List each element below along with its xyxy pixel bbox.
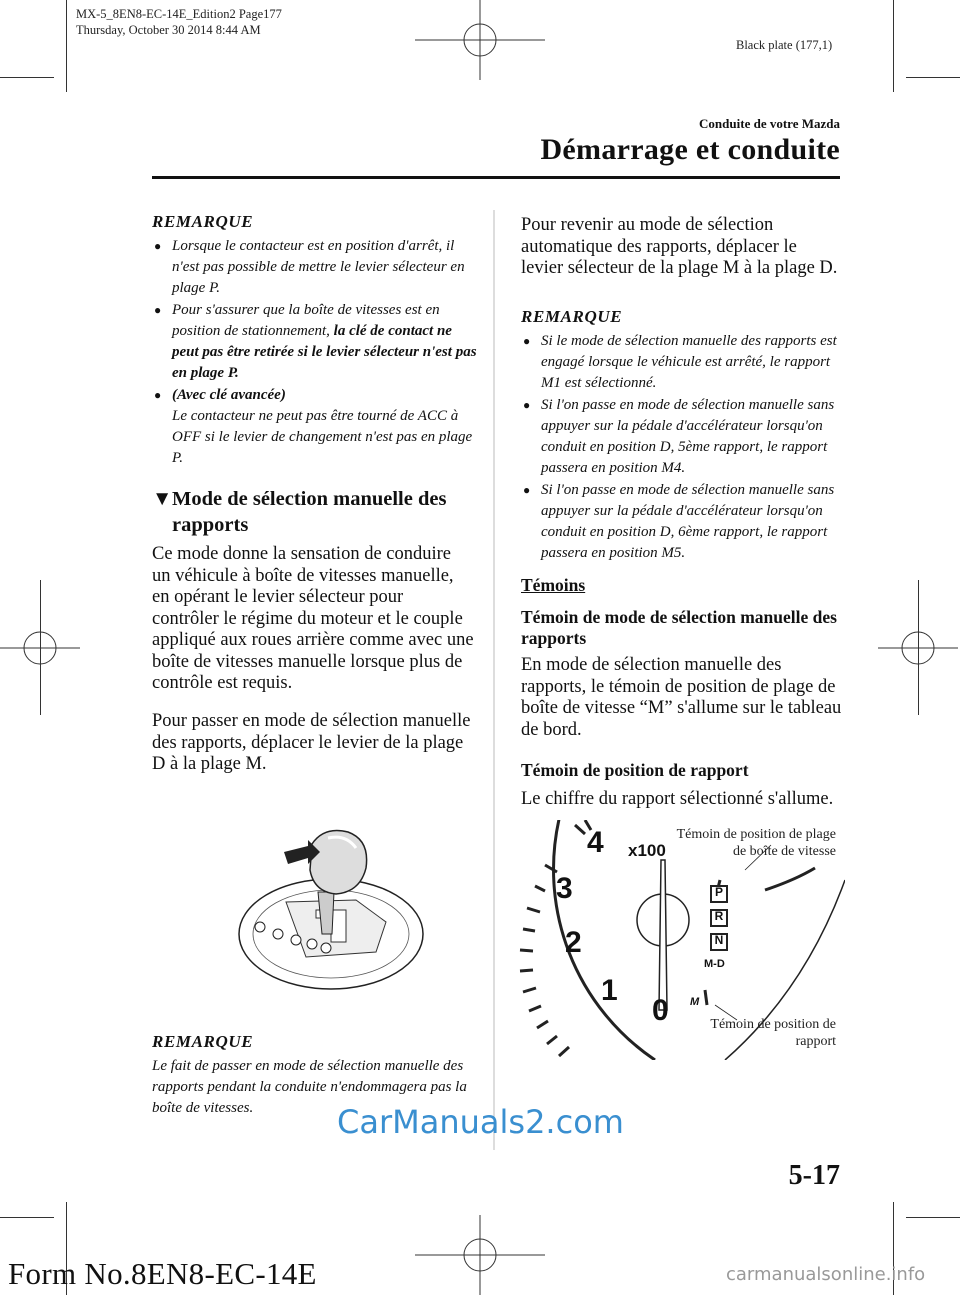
bullet-icon: ● [523,398,531,412]
note-item: ● Si l'on passe en mode de sélection manuelle sans appuyer sur la pédale d'accélérateur lorsqu'on conduit en position D, 5ème rapport, le rapport passera en position M4. [523,397,835,476]
gauge-number: 0 [652,994,669,1027]
watermark: carmanualsonline.info [726,1264,926,1285]
gauge-number: 4 [587,826,604,859]
gauge-number: 2 [565,926,582,959]
note-item: ● Pour s'assurer que la boîte de vitesses est en position de stationnement, la clé de contact ne peut pas être retirée si le levier sélecteur n'est pas en plage P. [154,302,477,381]
temoins-heading: Témoins [521,575,586,595]
form-number: Form No.8EN8-EC-14E [8,1256,317,1291]
note-heading: REMARQUE [521,307,623,326]
paragraph: Le chiffre du rapport sélectionné s'allume. [521,789,834,809]
bullet-icon: ● [523,483,531,497]
bullet-icon: ● [154,303,162,317]
callout-label: Témoin de position de rapport [710,1017,836,1049]
section-heading [152,486,472,538]
callout-label: Témoin de position de plage de boîte de vitesse [676,827,836,859]
subheading: Témoin de position de rapport [521,760,749,780]
paragraph: Pour passer en mode de sélection manuelle des rapports, déplacer le levier de la plage D à la plage M. [152,711,471,774]
note-block-3 [521,307,846,565]
chapter-small: Conduite de votre Mazda [699,116,840,131]
paragraph: En mode de sélection manuelle des rapports, le témoin de position de plage de boîte de vitesse “M” s'allume sur le tableau de bord. [521,655,842,740]
manual-mode-indicator: M-D [704,958,725,970]
triangle-down-icon: ▼ [152,488,173,510]
gear-position-indicator: M [690,996,700,1008]
watermark: CarManuals2.com [337,1103,624,1141]
note-item: ● (Avec clé avancée) Le contacteur ne peut pas être tourné de ACC à OFF si le levier de changement n'est pas en plage P. [154,387,473,466]
production-line-1: MX-5_8EN8-EC-14E_Edition2 Page177 [76,7,282,21]
note-text: Le fait de passer en mode de sélection manuelle des rapports pendant la conduite n'endommagera pas la boîte de vitesses. [152,1058,467,1116]
bullet-icon: ● [523,334,531,348]
bullet-icon: ● [154,388,162,402]
chapter-title: Démarrage et conduite [540,133,840,166]
paragraph: Ce mode donne la sensation de conduire un véhicule à boîte de vitesses manuelle, en opérant le levier sélecteur pour contrôler le régime du moteur et le couple appliqué aux roues arrière comme avec une boîte de vitesses manuelle lorsque plus de contrôle est requis. [152,544,474,693]
heading-text: Mode de sélection manuelle des rapports [172,488,447,536]
note-list [152,236,482,469]
note-item: ● Lorsque le contacteur est en position d'arrêt, il n'est pas possible de mettre le levier sélecteur en plage P. [154,238,465,296]
note-list [521,331,846,564]
plate-label: Black plate (177,1) [736,38,833,52]
production-info [76,6,282,38]
note-item: ● Si le mode de sélection manuelle des rapports est engagé lorsque le véhicule est arrêté, le rapport M1 est sélectionné. [523,333,837,391]
paragraph: Pour revenir au mode de sélection automatique des rapports, déplacer le levier sélecteur de la plage M à la plage D. [521,215,838,278]
gauge-number: 1 [601,974,618,1007]
gear-indicator-letter: N [714,933,724,947]
gauge-multiplier: x100 [628,841,666,860]
gear-indicator-letter: P [714,885,723,899]
note-item: ● Si l'on passe en mode de sélection manuelle sans appuyer sur la pédale d'accélérateur lorsqu'on conduit en position D, 6ème rapport, le rapport passera en position M5. [523,482,835,561]
subheading: Témoin de mode de sélection manuelle des rapports [521,607,837,648]
bullet-icon: ● [154,239,162,253]
production-line-2: Thursday, October 30 2014 8:44 AM [76,23,261,37]
gauge-number: 3 [556,872,573,905]
shift-lever-illustration [236,822,426,992]
header-rule [152,176,840,179]
left-column [152,212,482,470]
page-number: 5-17 [788,1160,840,1191]
gear-indicator-letter: R [714,909,724,923]
note-heading: REMARQUE [152,1032,254,1051]
note-heading: REMARQUE [152,212,254,231]
